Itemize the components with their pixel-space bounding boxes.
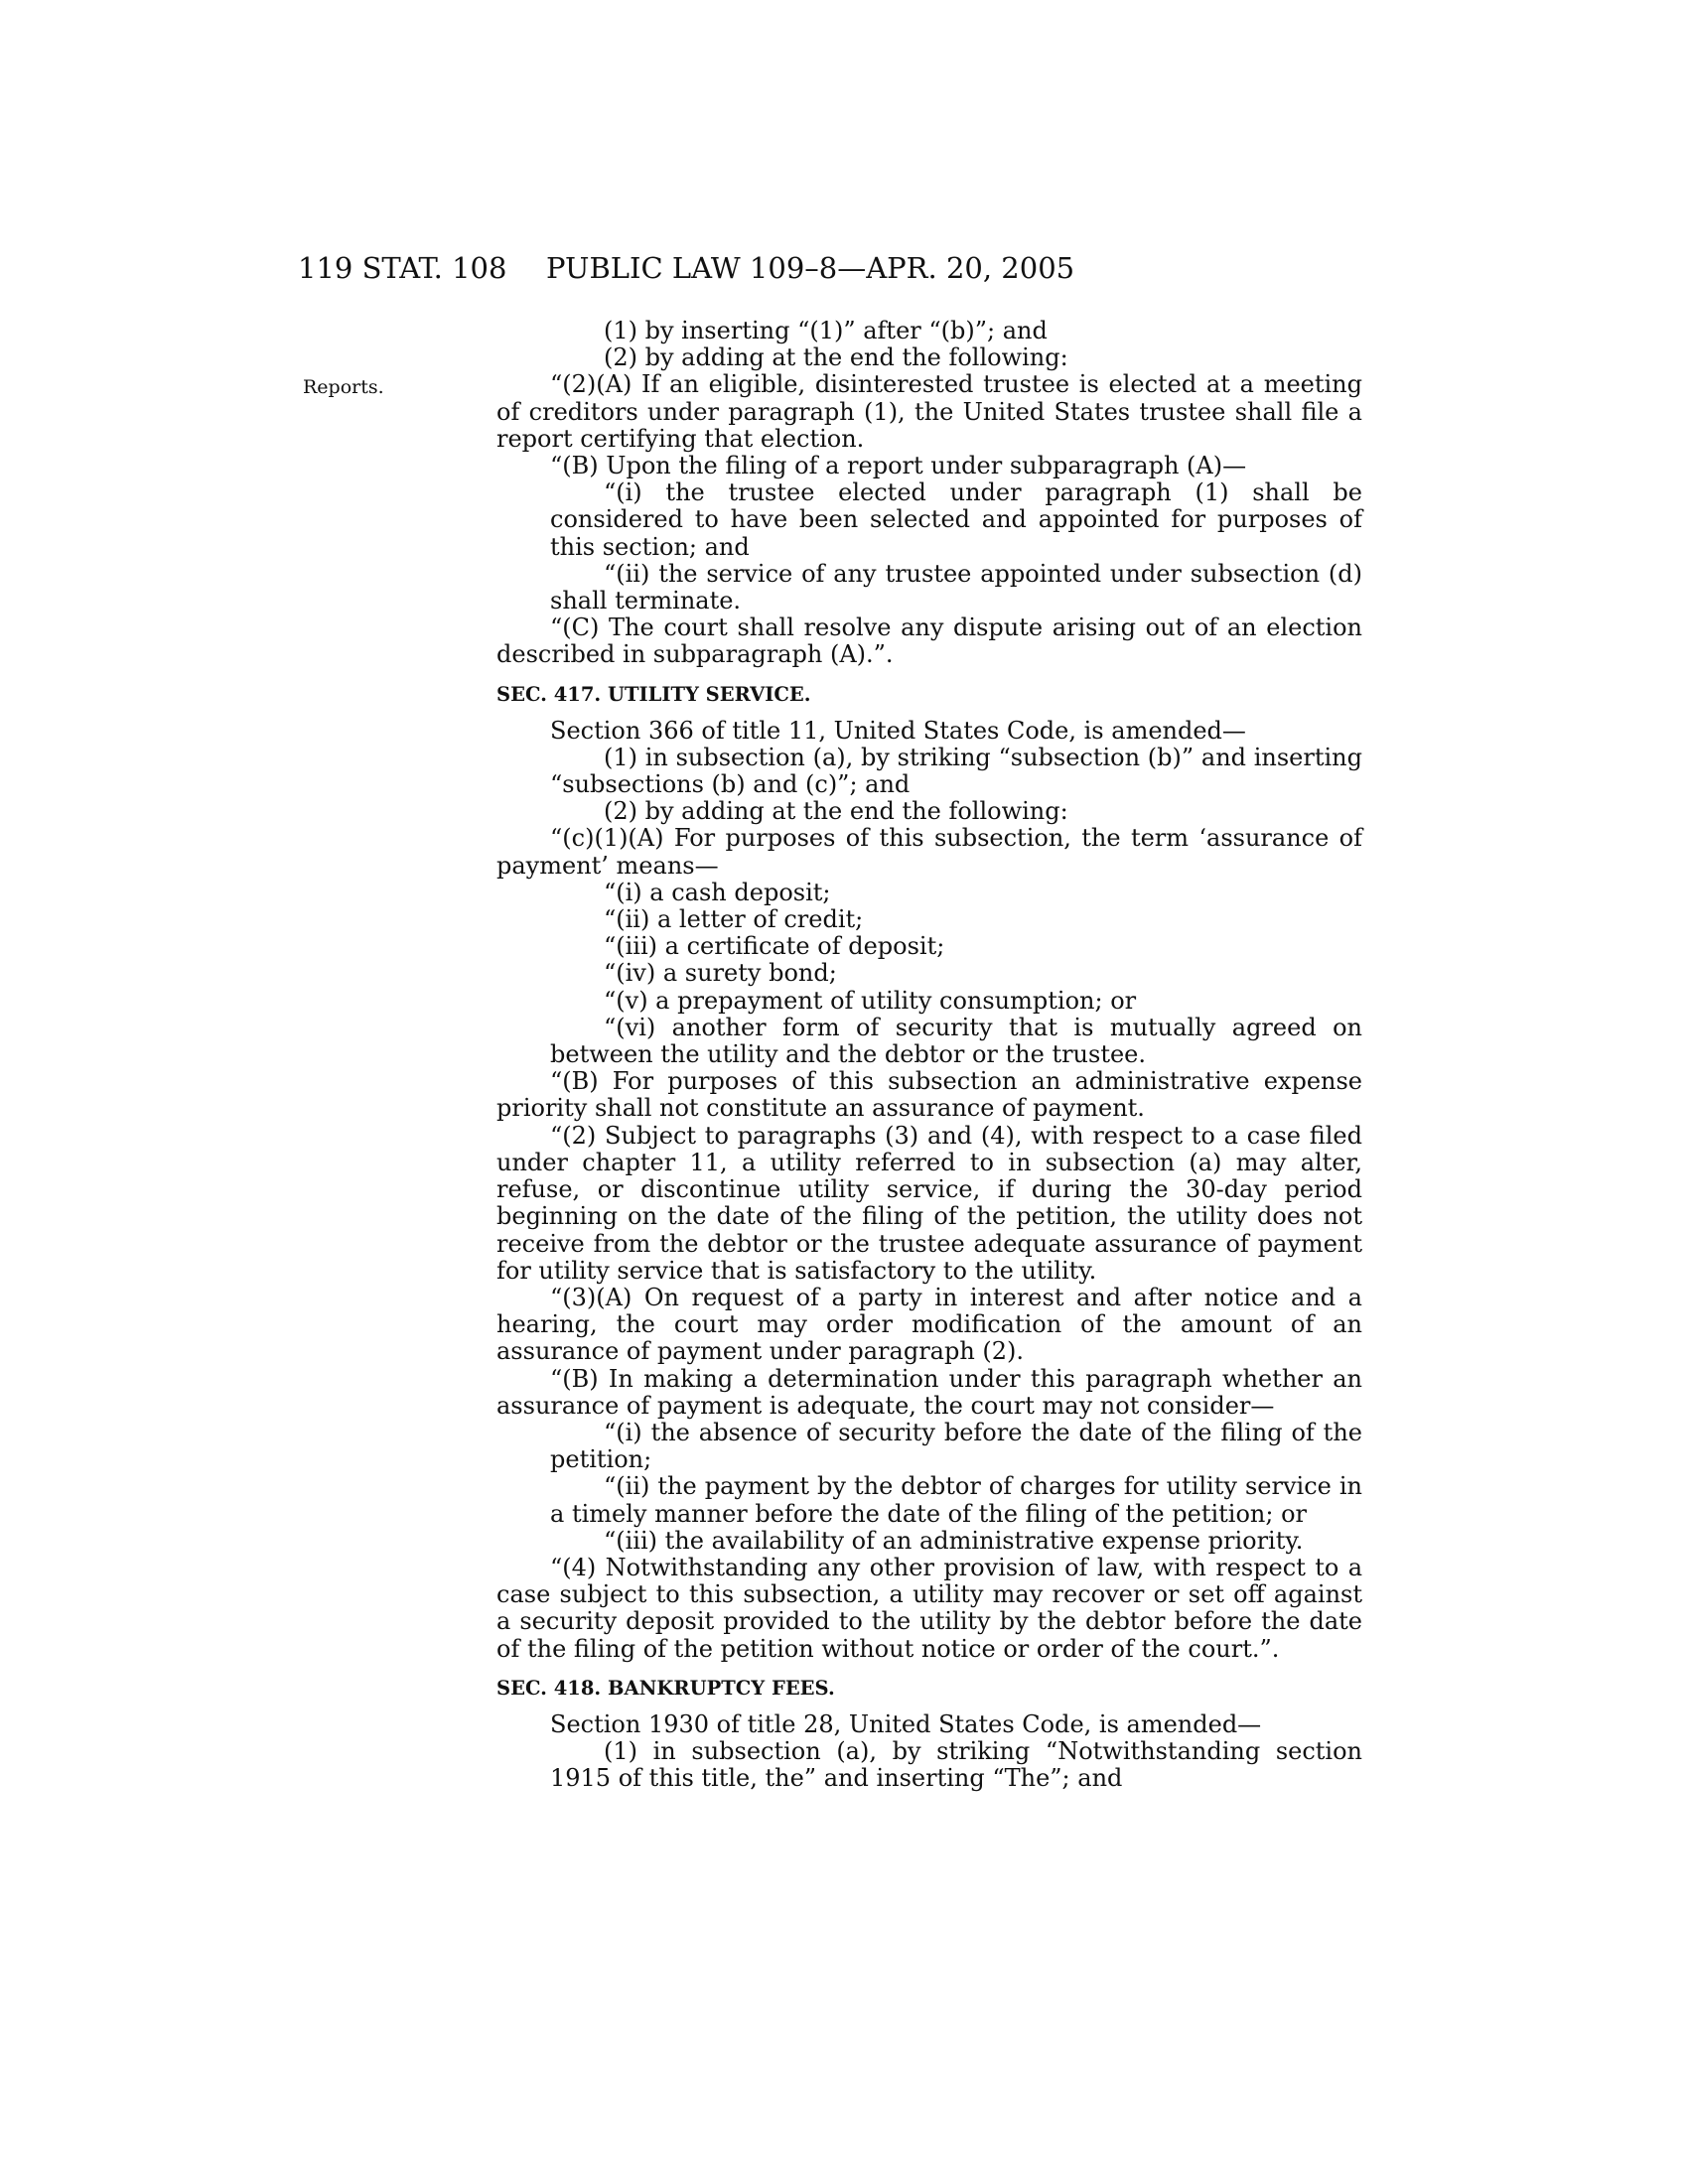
paragraph: “(B) Upon the filing of a report under subparagraph (A)— bbox=[550, 452, 1247, 480]
stat-page-number: 119 STAT. 108 bbox=[298, 251, 507, 285]
paragraph: (2) by adding at the end the following: bbox=[604, 343, 1068, 372]
section-heading-418: SEC. 418. BANKRUPTCY FEES. bbox=[496, 1676, 835, 1700]
margin-note-reports: Reports. bbox=[303, 376, 384, 398]
paragraph: (1) in subsection (a), by striking “Notwithstanding section 1915 of this title, the” and inserting “The”; and bbox=[550, 1736, 1362, 1793]
paragraph: Section 1930 of title 28, United States Code, is amended— bbox=[550, 1709, 1262, 1738]
paragraph: “(iii) the availability of an administrative expense priority. bbox=[604, 1526, 1304, 1555]
page-header bbox=[298, 248, 1370, 288]
paragraph: “(4) Notwithstanding any other provision of law, with respect to a case subject to this subsection, a utility may recover or set off against a security deposit provided to the utility by the debtor before the date of the filing of the petition without notice or order of the court.”. bbox=[496, 1553, 1362, 1663]
paragraph: “(2)(A) If an eligible, disinterested trustee is elected at a meeting of creditors under paragraph (1), the United States trustee shall file a report certifying that election. bbox=[496, 370, 1362, 453]
paragraph: (2) by adding at the end the following: bbox=[604, 797, 1068, 826]
paragraph: “(i) a cash deposit; bbox=[604, 878, 831, 906]
paragraph: “(B) In making a determination under this paragraph whether an assurance of payment is adequate, the court may not consider— bbox=[496, 1364, 1362, 1420]
paragraph: “(i) the trustee elected under paragraph (1) shall be considered to have been selected and appointed for purposes of this section; and bbox=[550, 478, 1362, 561]
section-heading-417: SEC. 417. UTILITY SERVICE. bbox=[496, 682, 811, 706]
paragraph: “(ii) a letter of credit; bbox=[604, 905, 864, 934]
paragraph: “(i) the absence of security before the date of the filing of the petition; bbox=[550, 1418, 1362, 1474]
paragraph: (1) by inserting “(1)” after “(b)”; and bbox=[604, 317, 1048, 344]
paragraph: “(ii) the service of any trustee appointed under subsection (d) shall terminate. bbox=[550, 559, 1362, 615]
paragraph: “(C) The court shall resolve any dispute arising out of an election described in subparagraph (A).”. bbox=[496, 614, 1362, 669]
paragraph: “(c)(1)(A) For purposes of this subsection, the term ‘assurance of payment’ means— bbox=[496, 824, 1362, 880]
paragraph: “(2) Subject to paragraphs (3) and (4), with respect to a case filed under chapter 11, a utility referred to in subsection (a) may alter, refuse, or discontinue utility service, if during the 30-day period beginning on the date of the filing of the petition, the utility does not receive from the debtor or the trustee adequate assurance of payment for utility service that is satisfactory to the utility. bbox=[496, 1121, 1362, 1285]
document-body bbox=[496, 318, 1362, 1792]
paragraph: Section 366 of title 11, United States Code, is amended— bbox=[550, 716, 1246, 745]
paragraph: “(3)(A) On request of a party in interest and after notice and a hearing, the court may order modification of the amount of an assurance of payment under paragraph (2). bbox=[496, 1283, 1362, 1366]
paragraph: “(iv) a surety bond; bbox=[604, 959, 837, 988]
paragraph: “(B) For purposes of this subsection an administrative expense priority shall not constitute an assurance of payment. bbox=[496, 1067, 1362, 1123]
paragraph: “(vi) another form of security that is mutually agreed on between the utility and the debtor or the trustee. bbox=[550, 1013, 1362, 1069]
paragraph: “(ii) the payment by the debtor of charges for utility service in a timely manner before the date of the filing of the petition; or bbox=[550, 1472, 1362, 1528]
paragraph: (1) in subsection (a), by striking “subsection (b)” and inserting “subsections (b) and (c)”; and bbox=[550, 743, 1362, 799]
paragraph: “(iii) a certificate of deposit; bbox=[604, 932, 945, 961]
paragraph: “(v) a prepayment of utility consumption; or bbox=[604, 986, 1137, 1015]
law-title: PUBLIC LAW 109–8—APR. 20, 2005 bbox=[546, 251, 1075, 285]
